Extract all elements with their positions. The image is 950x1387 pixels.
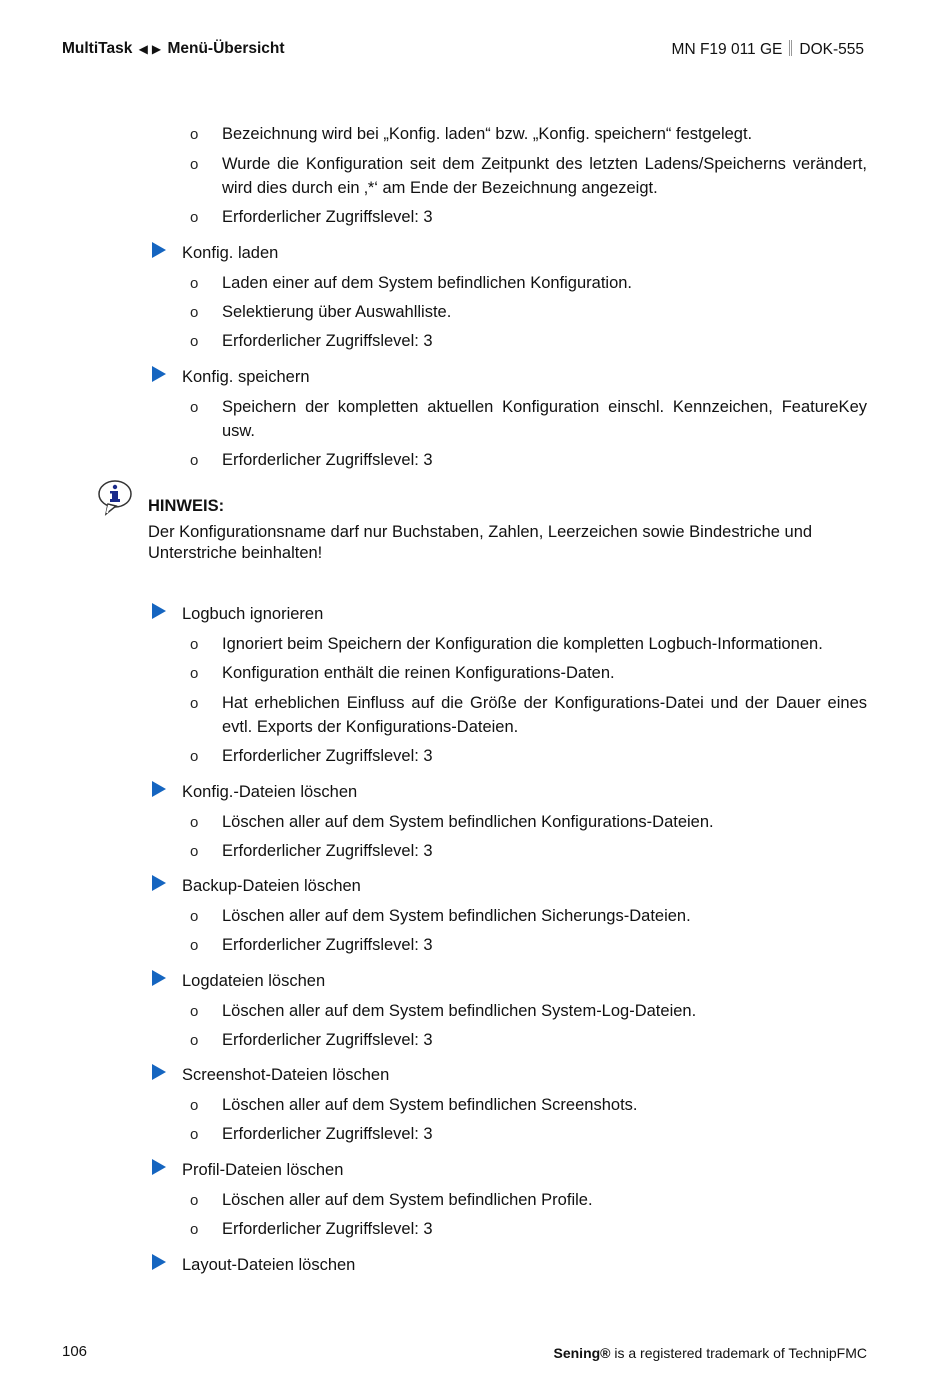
- trademark-brand: Sening®: [553, 1345, 611, 1361]
- header-left: [62, 40, 285, 58]
- circle-bullet-icon: o: [190, 333, 199, 350]
- circle-bullet-icon: o: [190, 126, 199, 143]
- page-footer: [62, 1343, 867, 1363]
- list-item: Löschen aller auf dem System befindlichen Konfigurations-Dateien.: [222, 813, 714, 831]
- menu-entry-title: Konfig. laden: [182, 244, 279, 262]
- circle-bullet-icon: o: [190, 209, 199, 226]
- list-item: Konfiguration enthält die reinen Konfigurations-Daten.: [222, 664, 615, 682]
- list-item: Erforderlicher Zugriffslevel: 3: [222, 1125, 433, 1143]
- menu-entry-title: Logbuch ignorieren: [182, 605, 324, 623]
- list-item: Selektierung über Auswahlliste.: [222, 303, 452, 321]
- note-title: HINWEIS:: [148, 497, 225, 515]
- triangle-right-icon: ▶: [151, 42, 162, 56]
- blue-triangle-icon: [152, 1064, 166, 1080]
- list-item: Erforderlicher Zugriffslevel: 3: [222, 208, 433, 226]
- menu-entry-title: Backup-Dateien löschen: [182, 877, 361, 895]
- header-product: MultiTask: [62, 40, 133, 57]
- circle-bullet-icon: o: [190, 1032, 199, 1049]
- blue-triangle-icon: [152, 242, 166, 258]
- circle-bullet-icon: o: [190, 399, 199, 416]
- circle-bullet-icon: o: [190, 1097, 199, 1114]
- note-text: Der Konfigurationsname darf nur Buchstaben, Zahlen, Leerzeichen sowie Bindestriche und Unterstriche beinhalten!: [148, 523, 813, 562]
- list-item: Hat erheblichen Einfluss auf die Größe der Konfigurations-Datei und der Dauer eines evtl. Exports der Konfigurations-Dateien.: [222, 694, 867, 736]
- list-item: Erforderlicher Zugriffslevel: 3: [222, 1031, 433, 1049]
- blue-triangle-icon: [152, 603, 166, 619]
- circle-bullet-icon: o: [190, 1003, 199, 1020]
- trademark-notice: [554, 1345, 868, 1361]
- header-section: Menü-Übersicht: [167, 40, 285, 57]
- list-item: Erforderlicher Zugriffslevel: 3: [222, 747, 433, 765]
- list-item: Erforderlicher Zugriffslevel: 3: [222, 936, 433, 954]
- menu-entry-title: Konfig.-Dateien löschen: [182, 783, 358, 801]
- blue-triangle-icon: [152, 1254, 166, 1270]
- menu-entry-title: Screenshot-Dateien löschen: [182, 1066, 390, 1084]
- list-item: Löschen aller auf dem System befindlichen Screenshots.: [222, 1096, 638, 1114]
- blue-triangle-icon: [152, 781, 166, 797]
- header-doc-number: MN F19 011 GE: [671, 41, 783, 58]
- circle-bullet-icon: o: [190, 748, 199, 765]
- menu-entry-title: Logdateien löschen: [182, 972, 326, 990]
- list-item: Bezeichnung wird bei „Konfig. laden“ bzw. „Konfig. speichern“ festgelegt.: [222, 125, 753, 143]
- circle-bullet-icon: o: [190, 937, 199, 954]
- circle-bullet-icon: o: [190, 1221, 199, 1238]
- blue-triangle-icon: [152, 1159, 166, 1175]
- circle-bullet-icon: o: [190, 814, 199, 831]
- page-header: [62, 40, 864, 60]
- info-icon: [96, 478, 136, 521]
- menu-entry-title: Konfig. speichern: [182, 368, 310, 386]
- circle-bullet-icon: o: [190, 1126, 199, 1143]
- circle-bullet-icon: o: [190, 156, 199, 173]
- list-item: Speichern der kompletten aktuellen Konfiguration einschl. Kennzeichen, FeatureKey usw.: [222, 398, 867, 440]
- circle-bullet-icon: o: [190, 843, 199, 860]
- list-item: Laden einer auf dem System befindlichen Konfiguration.: [222, 274, 633, 292]
- circle-bullet-icon: o: [190, 304, 199, 321]
- circle-bullet-icon: o: [190, 275, 199, 292]
- list-item: Löschen aller auf dem System befindlichen Sicherungs-Dateien.: [222, 907, 691, 925]
- header-separator: [789, 40, 792, 56]
- trademark-text: is a registered trademark of TechnipFMC: [610, 1345, 867, 1361]
- list-item: Erforderlicher Zugriffslevel: 3: [222, 1220, 433, 1238]
- header-doc-id: DOK-555: [799, 41, 864, 58]
- triangle-left-icon: ◀: [138, 42, 148, 56]
- page-number: 106: [62, 1343, 88, 1360]
- list-item: Löschen aller auf dem System befindlichen System-Log-Dateien.: [222, 1002, 697, 1020]
- circle-bullet-icon: o: [190, 695, 199, 712]
- menu-entry-title: Profil-Dateien löschen: [182, 1161, 344, 1179]
- list-item: Löschen aller auf dem System befindlichen Profile.: [222, 1191, 593, 1209]
- circle-bullet-icon: o: [190, 452, 199, 469]
- list-item: Erforderlicher Zugriffslevel: 3: [222, 451, 433, 469]
- list-item: Ignoriert beim Speichern der Konfiguration die kompletten Logbuch-Informationen.: [222, 635, 823, 653]
- list-item: Erforderlicher Zugriffslevel: 3: [222, 332, 433, 350]
- circle-bullet-icon: o: [190, 908, 199, 925]
- header-right: [672, 40, 864, 59]
- circle-bullet-icon: o: [190, 665, 199, 682]
- circle-bullet-icon: o: [190, 636, 199, 653]
- menu-entry-title: Layout-Dateien löschen: [182, 1256, 356, 1274]
- blue-triangle-icon: [152, 366, 166, 382]
- list-item: Erforderlicher Zugriffslevel: 3: [222, 842, 433, 860]
- list-item: Wurde die Konfiguration seit dem Zeitpunkt des letzten Ladens/Speicherns verändert, wird dies durch ein ‚*‘ am Ende der Bezeichnung angezeigt.: [222, 155, 867, 197]
- blue-triangle-icon: [152, 875, 166, 891]
- circle-bullet-icon: o: [190, 1192, 199, 1209]
- blue-triangle-icon: [152, 970, 166, 986]
